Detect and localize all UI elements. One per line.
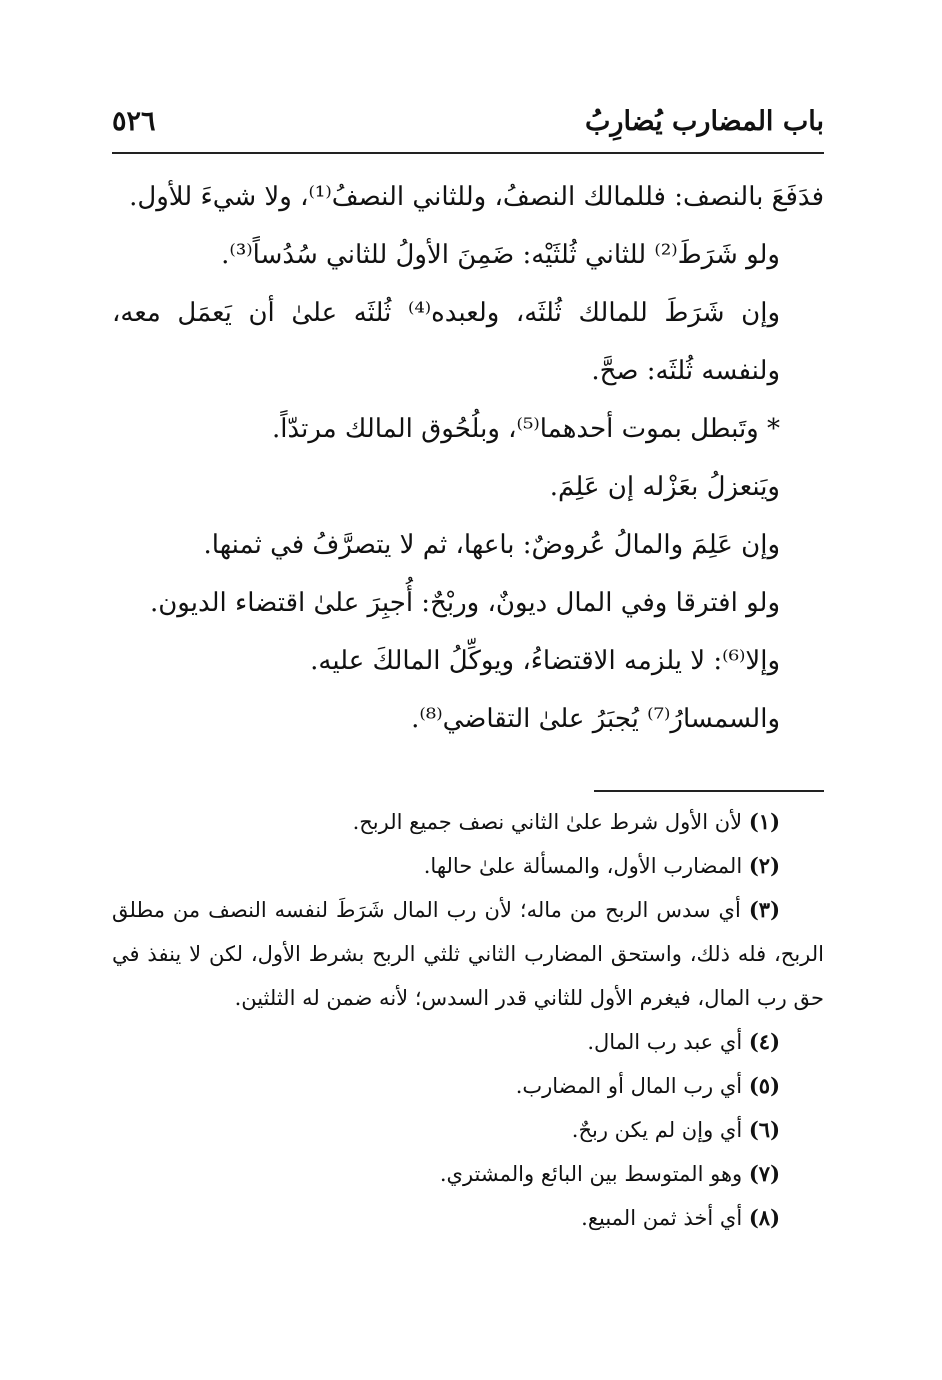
footnote-number: (٧) (748, 1161, 780, 1186)
paragraph: * وتَبطل بموت أحدهما⁽⁵⁾، وبلُحُوق المالك مرتدّاً. (272, 414, 780, 444)
footnote-number: (٣) (748, 897, 780, 922)
paragraph: والسمسارُ⁽⁷⁾ يُجبَرُ علىٰ التقاضي⁽⁸⁾. (411, 704, 780, 734)
footnote-text: المضارب الأول، والمسألة علىٰ حالها. (423, 854, 743, 878)
footnote-number: (٤) (748, 1029, 780, 1054)
footnote (112, 1020, 824, 1064)
footnote-text: أي أخذ ثمن المبيع. (581, 1206, 743, 1230)
main-text (112, 168, 824, 748)
footnote-divider (594, 790, 824, 792)
footnote (112, 800, 824, 844)
footnote (112, 1064, 824, 1108)
footnote-text: أي عبد رب المال. (587, 1030, 743, 1054)
footnote (112, 888, 824, 1020)
footnote-number: (٥) (748, 1073, 780, 1098)
paragraph: وإن شَرَطَ للمالك ثُلثَه، ولعبده⁽⁴⁾ ثُلثَه علىٰ أن يَعمَل معه، ولنفسه ثُلثَه: صحَّ. (112, 298, 781, 386)
paragraph: ولو شَرَطَ⁽²⁾ للثاني ثُلثَيْه: ضَمِنَ الأولُ للثاني سُدُساً⁽³⁾. (221, 240, 780, 270)
paragraph: ويَنعزلُ بعَزْله إن عَلِمَ. (549, 472, 780, 502)
footnotes (112, 800, 824, 1240)
footnote-text: وهو المتوسط بين البائع والمشتري. (439, 1162, 743, 1186)
footnote (112, 1108, 824, 1152)
paragraph: ولو افترقا وفي المال ديونٌ، وربْحٌ: أُجبِرَ علىٰ اقتضاء الديون. (149, 588, 780, 618)
footnote-number: (٦) (748, 1117, 780, 1142)
footnote-text: أي سدس الربح من ماله؛ لأن رب المال شَرَطَ لنفسه النصف من مطلق الربح، فله ذلك، واستحق المضارب الثاني ثلثي الربح بشرط الأول، لكن لا ينفذ في حق رب المال، فيغرم الأول للثاني قدر السدس؛ لأنه ضمن له الثلثين. (112, 898, 824, 1010)
footnote-number: (٨) (748, 1205, 780, 1230)
footnote-text: أي رب المال أو المضارب. (515, 1074, 743, 1098)
paragraph: وإلا⁽⁶⁾: لا يلزمه الاقتضاءُ، ويوكِّلُ المالكَ عليه. (310, 646, 780, 676)
footnote-number: (٢) (748, 853, 780, 878)
page-number: ٥٢٦ (112, 106, 156, 137)
footnote-text: لأن الأول شرط علىٰ الثاني نصف جميع الربح. (352, 810, 743, 834)
paragraph: وإن عَلِمَ والمالُ عُروضٌ: باعها، ثم لا يتصرَّفُ في ثمنها. (203, 530, 780, 560)
header-divider (112, 152, 824, 154)
paragraph: فدَفَعَ بالنصف: فللمالك النصفُ، وللثاني النصفُ⁽¹⁾، ولا شيءَ للأول. (129, 182, 824, 212)
footnote-text: أي وإن لم يكن ربحٌ. (571, 1118, 743, 1142)
chapter-title: باب المضارب يُضارِبُ (584, 106, 824, 137)
footnote (112, 1152, 824, 1196)
footnote (112, 1196, 824, 1240)
footnote (112, 844, 824, 888)
running-header (112, 98, 824, 150)
footnote-number: (١) (748, 809, 780, 834)
